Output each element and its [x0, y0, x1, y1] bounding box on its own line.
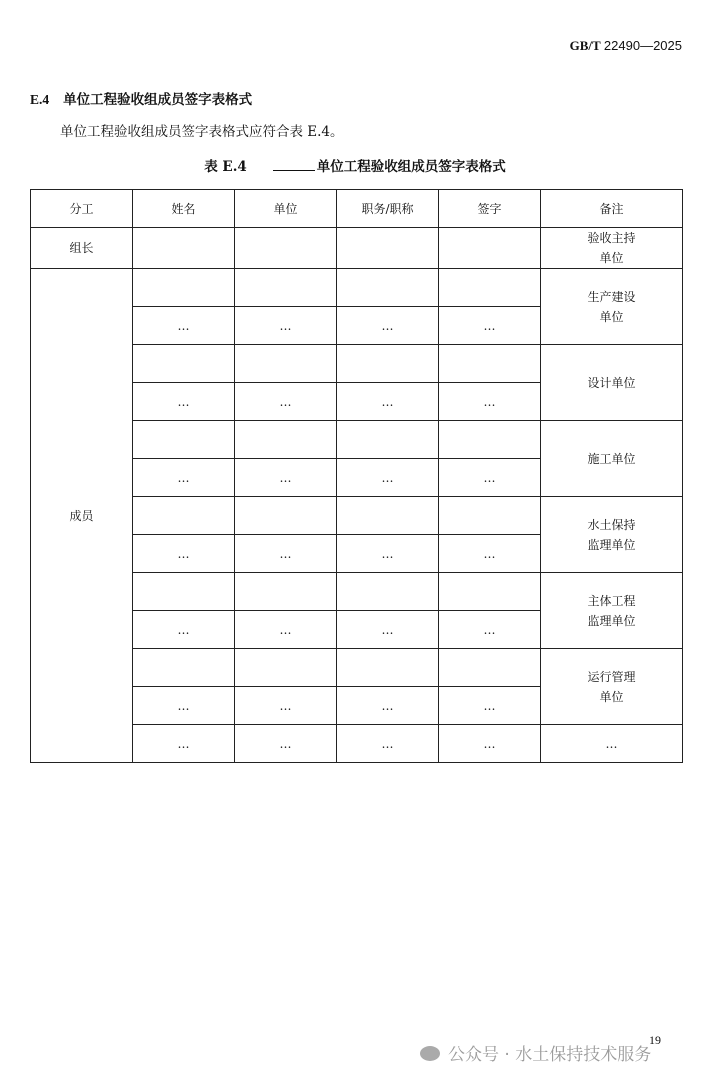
entry-cell[interactable]: [133, 573, 235, 611]
ellipsis-cell: …: [337, 459, 439, 497]
remark-cell: …: [541, 725, 683, 763]
entry-cell[interactable]: [235, 421, 337, 459]
ellipsis-cell: …: [133, 535, 235, 573]
std-number: 22490—2025: [603, 38, 682, 53]
ellipsis-cell: …: [337, 725, 439, 763]
caption-label: 表 E.4: [204, 159, 247, 175]
entry-cell[interactable]: [133, 345, 235, 383]
watermark-text: 公众号 · 水土保持技术服务: [448, 1045, 652, 1065]
ellipsis-cell: …: [337, 535, 439, 573]
column-header: 职务/职称: [337, 190, 439, 228]
ellipsis-cell: …: [439, 725, 541, 763]
entry-cell[interactable]: [439, 573, 541, 611]
body-paragraph: 单位工程验收组成员签字表格式应符合表 E.4。: [60, 124, 344, 140]
entry-cell[interactable]: [235, 649, 337, 687]
column-header: 签字: [439, 190, 541, 228]
section-heading: [30, 88, 252, 108]
ellipsis-cell: …: [439, 383, 541, 421]
ellipsis-cell: …: [133, 307, 235, 345]
section-title: 单位工程验收组成员签字表格式: [63, 92, 253, 108]
entry-cell[interactable]: [337, 228, 439, 269]
table-row: [31, 228, 683, 269]
role-cell: 成员: [31, 269, 133, 763]
ellipsis-cell: …: [235, 535, 337, 573]
entry-cell[interactable]: [337, 497, 439, 535]
ellipsis-cell: …: [337, 307, 439, 345]
entry-cell[interactable]: [439, 269, 541, 307]
entry-cell[interactable]: [337, 421, 439, 459]
entry-cell[interactable]: [235, 345, 337, 383]
entry-cell[interactable]: [235, 573, 337, 611]
ellipsis-cell: …: [439, 459, 541, 497]
ellipsis-cell: …: [133, 611, 235, 649]
entry-cell[interactable]: [439, 497, 541, 535]
column-header: 姓名: [133, 190, 235, 228]
entry-cell[interactable]: [439, 228, 541, 269]
remark-cell: 验收主持 单位: [541, 228, 683, 269]
table-caption: [0, 155, 710, 175]
role-cell: 组长: [31, 228, 133, 269]
entry-cell[interactable]: [337, 269, 439, 307]
column-header: 单位: [235, 190, 337, 228]
standard-number: [570, 38, 682, 54]
table-row: [31, 269, 683, 307]
remark-cell: 水土保持 监理单位: [541, 497, 683, 573]
wechat-icon: [420, 1046, 440, 1061]
page-number: 19: [649, 1033, 661, 1047]
remark-cell: 设计单位: [541, 345, 683, 421]
column-header: 分工: [31, 190, 133, 228]
ellipsis-cell: …: [439, 687, 541, 725]
ellipsis-cell: …: [133, 459, 235, 497]
ellipsis-cell: …: [235, 611, 337, 649]
header-row: [31, 190, 683, 228]
ellipsis-cell: …: [133, 725, 235, 763]
ellipsis-cell: …: [235, 725, 337, 763]
ellipsis-cell: …: [337, 383, 439, 421]
remark-cell: 主体工程 监理单位: [541, 573, 683, 649]
ellipsis-cell: …: [439, 535, 541, 573]
entry-cell[interactable]: [337, 649, 439, 687]
entry-cell[interactable]: [439, 345, 541, 383]
entry-cell[interactable]: [235, 269, 337, 307]
entry-cell[interactable]: [235, 228, 337, 269]
entry-cell[interactable]: [439, 649, 541, 687]
ellipsis-cell: …: [439, 611, 541, 649]
entry-cell[interactable]: [337, 573, 439, 611]
watermark: [420, 1040, 651, 1065]
std-prefix: GB/T: [569, 38, 601, 53]
ellipsis-cell: …: [337, 687, 439, 725]
entry-cell[interactable]: [133, 421, 235, 459]
column-header: 备注: [541, 190, 683, 228]
blank-line: [273, 158, 315, 171]
ellipsis-cell: …: [235, 307, 337, 345]
caption-title: 单位工程验收组成员签字表格式: [316, 159, 506, 175]
ellipsis-cell: …: [235, 459, 337, 497]
remark-cell: 生产建设 单位: [541, 269, 683, 345]
ellipsis-cell: …: [133, 383, 235, 421]
entry-cell[interactable]: [133, 269, 235, 307]
section-number: E.4: [30, 92, 50, 107]
signature-table: [30, 189, 683, 763]
remark-cell: 运行管理 单位: [541, 649, 683, 725]
ellipsis-cell: …: [235, 687, 337, 725]
entry-cell[interactable]: [235, 497, 337, 535]
entry-cell[interactable]: [439, 421, 541, 459]
entry-cell[interactable]: [133, 649, 235, 687]
ellipsis-cell: …: [235, 383, 337, 421]
ellipsis-cell: …: [337, 611, 439, 649]
entry-cell[interactable]: [133, 497, 235, 535]
ellipsis-cell: …: [439, 307, 541, 345]
entry-cell[interactable]: [133, 228, 235, 269]
ellipsis-cell: …: [133, 687, 235, 725]
remark-cell: 施工单位: [541, 421, 683, 497]
entry-cell[interactable]: [337, 345, 439, 383]
